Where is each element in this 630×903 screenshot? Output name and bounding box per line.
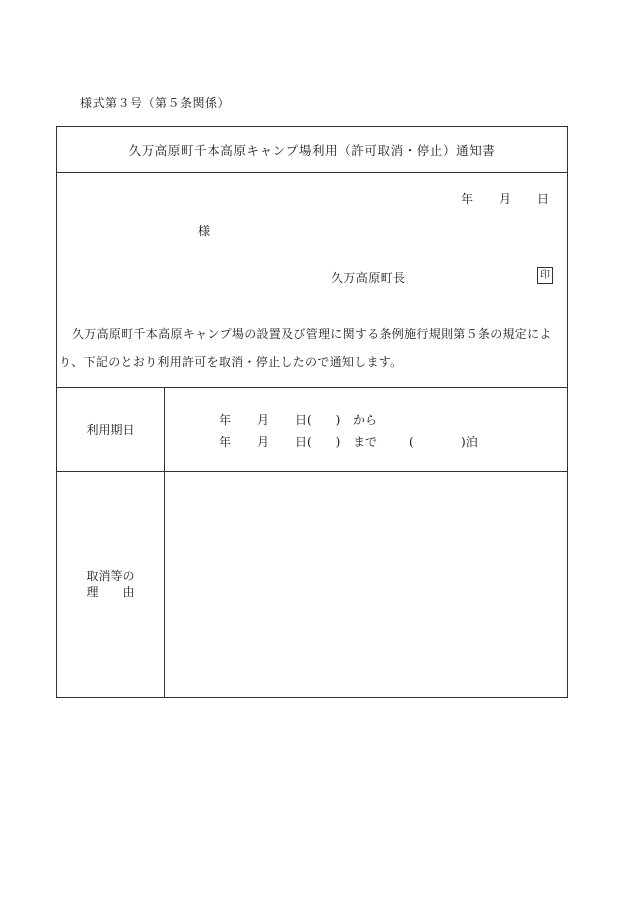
start-day: 日( ) [295, 413, 341, 427]
end-connector: まで [353, 435, 378, 449]
form-number: 様式第３号（第５条関係） [80, 96, 231, 110]
addressee-suffix: 様 [198, 224, 211, 238]
issuer-name: 久万高原町長 [331, 271, 406, 285]
period-end-line [219, 431, 478, 453]
usage-period-row [57, 387, 567, 472]
date-year-label: 年 [460, 192, 473, 206]
reason-label [86, 568, 134, 600]
end-year: 年 [219, 435, 232, 449]
nights-open: ( [409, 435, 414, 449]
notice-form [56, 126, 568, 698]
reason-row [57, 471, 567, 697]
reason-content [165, 471, 567, 697]
usage-period-label-cell [57, 387, 165, 471]
form-title-row [57, 127, 567, 173]
issue-date [461, 190, 549, 207]
end-day: 日( ) [295, 435, 341, 449]
seal-mark: 印 [537, 267, 553, 284]
reason-label-cell [57, 471, 165, 697]
date-day-label: 日 [536, 192, 549, 206]
nights-close: ) [437, 435, 466, 449]
reason-label-char1: 理 [86, 585, 99, 599]
start-month: 月 [257, 413, 270, 427]
end-month: 月 [257, 435, 270, 449]
reason-label-line2 [86, 584, 134, 600]
start-connector: から [353, 413, 378, 427]
start-year: 年 [219, 413, 232, 427]
notice-body [57, 172, 567, 388]
usage-period-values [219, 409, 478, 453]
date-month-label: 月 [498, 192, 511, 206]
reason-label-line1: 取消等の [86, 569, 135, 583]
notice-text: 久万高原町千本高原キャンプ場の設置及び管理に関する条例施行規則第５条の規定により、下記のとおり利用許可を取消・停止したので通知します。 [59, 327, 552, 369]
form-title: 久万高原町千本高原キャンプ場利用（許可取消・停止）通知書 [128, 142, 496, 158]
nights-unit: 泊 [465, 435, 478, 449]
period-start-line [219, 409, 478, 431]
usage-period-label: 利用期日 [86, 422, 135, 437]
reason-label-char2: 由 [122, 585, 135, 599]
